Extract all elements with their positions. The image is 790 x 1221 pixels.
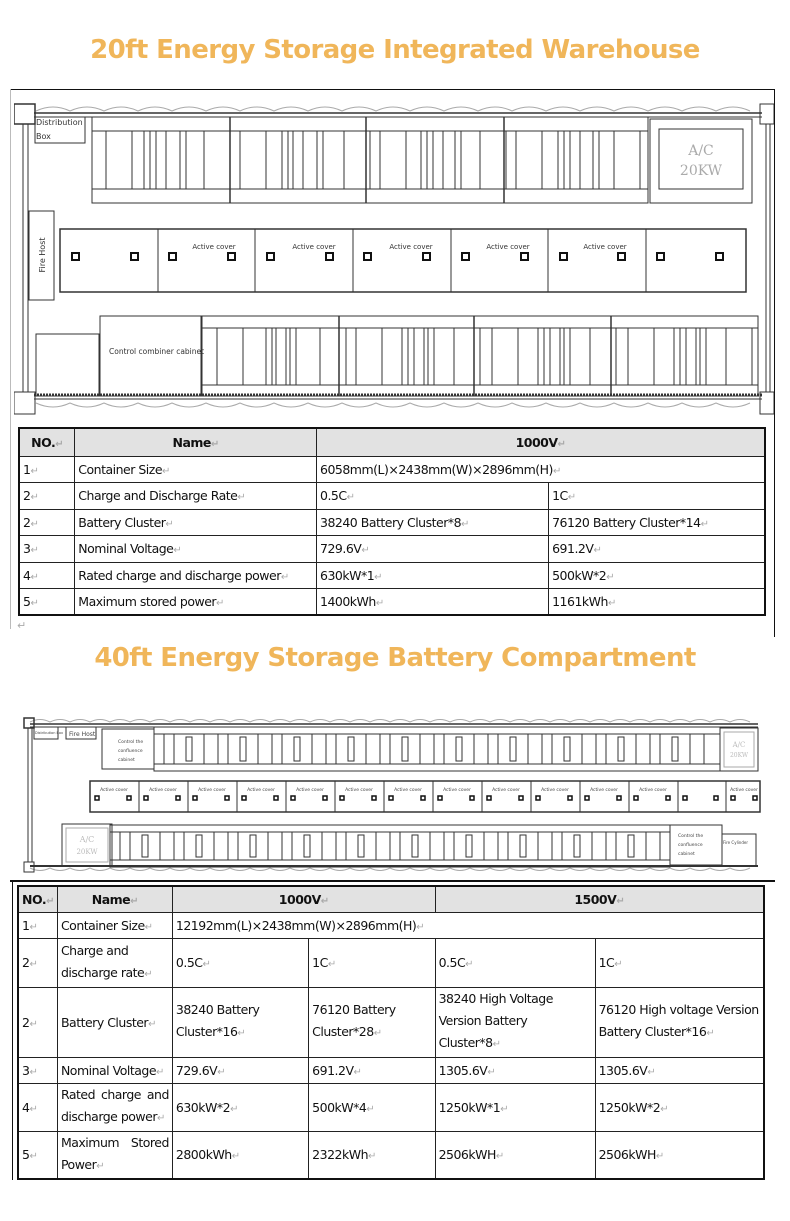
active-cover-label: Active cover (443, 788, 471, 793)
table-row: 3↵ Nominal Voltage↵ 729.6V↵ 691.2V↵ (19, 536, 765, 563)
control-cabinet-label-2: confluence (678, 843, 703, 848)
distribution-box-label-2: Box (36, 132, 51, 141)
active-cover-label: Active cover (292, 243, 336, 251)
spec-table-20ft (18, 427, 766, 616)
table-row: 3↵ Nominal Voltage↵ 729.6V↵ 691.2V↵ 1305.6V↵ 1305.6V↵ (18, 1057, 764, 1083)
active-cover-label: Active cover (639, 788, 667, 793)
active-cover-label: Active cover (192, 243, 236, 251)
active-cover-label: Active cover (590, 788, 618, 793)
table-row: 1↵ Container Size↵ 6058mm(L)×2438mm(W)×2896mm(H)↵ (19, 456, 765, 483)
table-row: 4↵ Rated charge and discharge power↵ 630kW*1↵ 500kW*2↵ (19, 562, 765, 589)
col-header-1000v: 1000V↵ (317, 428, 766, 456)
table-header-row (18, 886, 764, 912)
control-cabinet-label-2: confluence (118, 749, 143, 754)
ac-power-label: 20KW (76, 848, 98, 856)
distribution-box-label: Distribution (36, 118, 83, 127)
ac-power-label: 20KW (679, 163, 723, 179)
col-header-no: NO.↵ (19, 428, 75, 456)
section-title-40ft: 40ft Energy Storage Battery Compartment (94, 643, 696, 673)
control-cabinet-label: Control combiner cabinet (109, 347, 205, 356)
table-row: 2↵ Battery Cluster↵ 38240 Battery Cluster*8↵ 76120 Battery Cluster*14↵ (19, 509, 765, 536)
table-row: 1↵ Container Size↵ 12192mm(L)×2438mm(W)×2896mm(H)↵ (18, 912, 764, 938)
table-row: 5↵ Maximum Stored Power↵ 2800kWh↵ 2322kWh↵ 2506kWH↵ 2506kWH↵ (18, 1131, 764, 1179)
active-cover-label: Active cover (198, 788, 226, 793)
active-cover-label: Active cover (100, 788, 128, 793)
ac-label: A/C (688, 143, 714, 159)
fire-host-label: Fire Host (38, 237, 47, 273)
col-header-name: Name↵ (75, 428, 317, 456)
active-cover-label: Active cover (389, 243, 433, 251)
col-header-1500v: 1500V↵ (435, 886, 764, 912)
col-header-name: Name↵ (57, 886, 172, 912)
active-cover-label: Active cover (730, 788, 758, 793)
control-cabinet-label-3: cabinet (678, 852, 695, 857)
table-row: 5↵ Maximum stored power↵ 1400kWh↵ 1161kWh↵ (19, 589, 765, 616)
active-cover-label: Active cover (345, 788, 373, 793)
table-row: 2↵ Battery Cluster↵ 38240 Battery Cluster*16↵ 76120 Battery Cluster*28↵ 38240 High Voltage Version Battery Cluster*8↵ 76120 High voltage Version Battery Cluster*16↵ (18, 987, 764, 1057)
control-cabinet-label: Control the (678, 834, 704, 839)
control-cabinet-label: Control the (118, 740, 144, 745)
floor-plan-40ft (14, 708, 774, 880)
ac-power-label: 20KW (729, 752, 749, 759)
table-row: 4↵ Rated charge and discharge power↵ 630kW*2↵ 500kW*4↵ 1250kW*1↵ 1250kW*2↵ (18, 1083, 764, 1131)
table-header-row (19, 428, 765, 456)
active-cover-label: Active cover (149, 788, 177, 793)
table-frame-top (10, 880, 775, 882)
ac-label: A/C (79, 835, 95, 844)
section-title-20ft: 20ft Energy Storage Integrated Warehouse (90, 35, 700, 65)
active-cover-label: Active cover (492, 788, 520, 793)
control-cabinet-label-3: cabinet (118, 758, 135, 763)
ac-label: A/C (732, 741, 746, 749)
active-cover-label: Active cover (296, 788, 324, 793)
active-cover-label: Active cover (486, 243, 530, 251)
frame-divider (10, 89, 11, 629)
active-cover-label: Active cover (394, 788, 422, 793)
col-header-no: NO.↵ (18, 886, 57, 912)
paragraph-mark: ↵ (17, 619, 27, 632)
spec-table-40ft (17, 885, 765, 1180)
table-frame-left (12, 880, 13, 1180)
active-cover-label: Active cover (541, 788, 569, 793)
col-header-1000v: 1000V↵ (172, 886, 435, 912)
active-cover-label: Active cover (583, 243, 627, 251)
active-cover-label: Active cover (247, 788, 275, 793)
table-row: 2↵ Charge and discharge rate↵ 0.5C↵ 1C↵ 0.5C↵ 1C↵ (18, 938, 764, 987)
fire-cylinder-label: Fire Cylinder (723, 840, 748, 845)
floor-plan-20ft (14, 95, 774, 415)
distribution-box-label: Distribution Box (35, 731, 64, 735)
table-row: 2↵ Charge and Discharge Rate↵ 0.5C↵ 1C↵ (19, 483, 765, 510)
fire-host-label: Fire Host (69, 731, 96, 738)
